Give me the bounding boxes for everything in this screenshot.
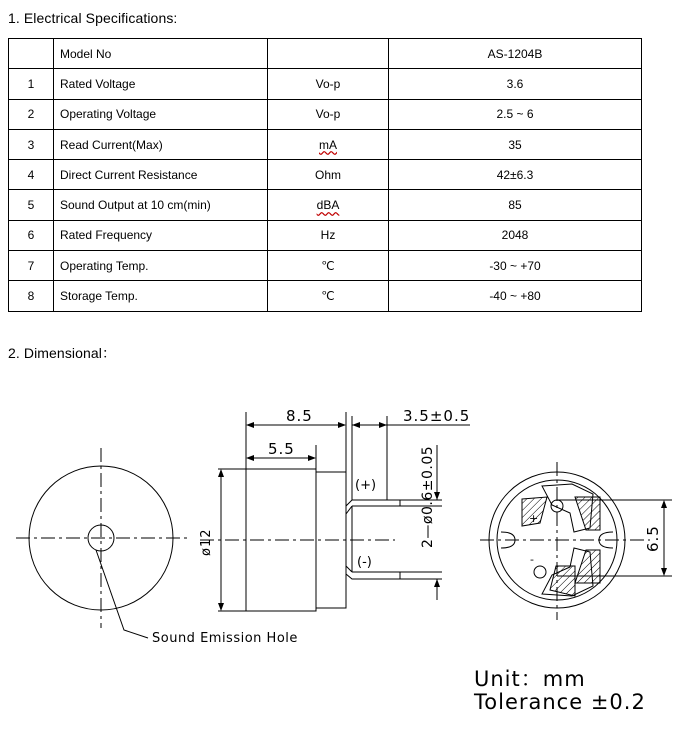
pin-plus-label: (+) <box>355 478 377 493</box>
dim-pin-length: 3.5±0.5 <box>403 407 471 425</box>
cell-no: 2 <box>9 99 54 129</box>
cell-parameter: Operating Voltage <box>54 99 268 129</box>
cell-value: 35 <box>389 129 642 159</box>
upper-hatch-right <box>575 497 600 530</box>
cell-no: 8 <box>9 281 54 311</box>
table-row <box>9 69 642 99</box>
table-header-row <box>9 39 642 69</box>
dim-body: 5.5 <box>268 440 295 458</box>
cell-value: 2.5 ~ 6 <box>389 99 642 129</box>
cell-no: 6 <box>9 220 54 250</box>
section-title-electrical: 1. Electrical Specifications: <box>8 10 178 26</box>
cell-model: AS-1204B <box>389 39 642 69</box>
cell-parameter: Rated Frequency <box>54 220 268 250</box>
lower-hatch-center <box>550 566 575 596</box>
cell-unit: Hz <box>268 220 389 250</box>
sound-hole-label: Sound Emission Hole <box>152 631 298 646</box>
pin-plus-line <box>346 500 400 506</box>
cell-unit <box>268 39 389 69</box>
cell-no: 1 <box>9 69 54 99</box>
cell-no: 3 <box>9 129 54 159</box>
cell-unit: ℃ <box>268 281 389 311</box>
cell-parameter: Storage Temp. <box>54 281 268 311</box>
cell-value: 3.6 <box>389 69 642 99</box>
leader-line <box>96 550 148 638</box>
cell-parameter: Operating Temp. <box>54 251 268 281</box>
cell-no: 5 <box>9 190 54 220</box>
cell-parameter: Sound Output at 10 cm(min) <box>54 190 268 220</box>
table-row <box>9 190 642 220</box>
cell-value: 85 <box>389 190 642 220</box>
cell-parameter: Direct Current Resistance <box>54 160 268 190</box>
cell-no <box>9 39 54 69</box>
section-title-dimensional: 2. Dimensional： <box>8 345 117 361</box>
table-row <box>9 251 642 281</box>
dim-pin-spacing: 6.5 <box>644 525 662 552</box>
table-row <box>9 281 642 311</box>
dimensional-drawing <box>0 375 678 665</box>
cell-value: 2048 <box>389 220 642 250</box>
unit-text: mA <box>319 137 337 152</box>
cell-no: 4 <box>9 160 54 190</box>
table-row <box>9 220 642 250</box>
cell-unit: Vo-p <box>268 69 389 99</box>
pin-minus-line <box>346 574 400 579</box>
tolerance-note: Tolerance ±0.2 <box>474 690 646 714</box>
cell-unit: Vo-p <box>268 99 389 129</box>
dim-width-total: 8.5 <box>286 407 313 425</box>
pin-minus-shoulder <box>346 566 352 572</box>
front-view <box>16 448 298 646</box>
cell-value: 42±6.3 <box>389 160 642 190</box>
unit-text: dBA <box>316 198 340 213</box>
table-row <box>9 129 642 159</box>
cell-no: 7 <box>9 251 54 281</box>
cell-parameter: Read Current(Max) <box>54 129 268 159</box>
table-row <box>9 160 642 190</box>
cell-unit: ℃ <box>268 251 389 281</box>
cell-value: -40 ~ +80 <box>389 281 642 311</box>
cell-parameter: Rated Voltage <box>54 69 268 99</box>
cell-unit: Ohm <box>268 160 389 190</box>
bottom-minus-label: - <box>530 553 534 566</box>
dim-diameter-label: ø12 <box>199 528 214 556</box>
pin-hole-minus <box>534 566 546 578</box>
lower-hatch-right <box>575 550 600 583</box>
dim-pins-label: 2—ø0.6±0.05 <box>420 445 436 548</box>
pin-minus-label: (-) <box>357 555 372 570</box>
bottom-plus-label: + <box>529 512 539 525</box>
cell-unit <box>268 190 389 220</box>
table-row <box>9 99 642 129</box>
side-view <box>199 407 470 611</box>
cell-parameter: Model No <box>54 39 268 69</box>
unit-note: Unit：mm <box>474 667 586 691</box>
pin-plus-shoulder <box>346 506 352 514</box>
bottom-view <box>480 462 672 620</box>
electrical-spec-table <box>8 38 642 312</box>
cell-unit <box>268 129 389 159</box>
cell-value: -30 ~ +70 <box>389 251 642 281</box>
